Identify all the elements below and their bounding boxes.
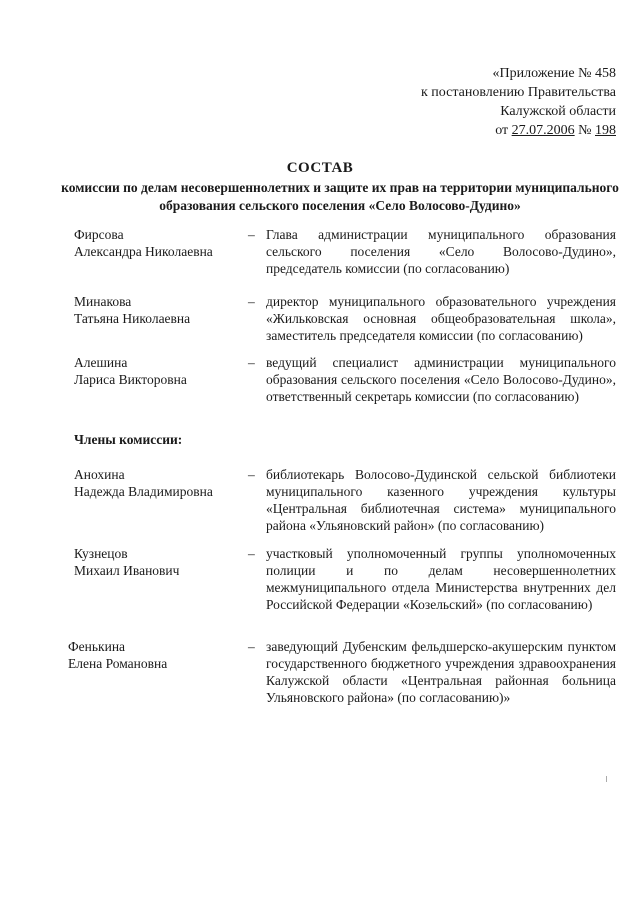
- dash-separator: –: [248, 546, 255, 561]
- dash-separator: –: [248, 227, 255, 242]
- dash-separator: –: [248, 294, 255, 309]
- dash-separator: –: [248, 639, 255, 654]
- member-name: [74, 226, 213, 260]
- member-role: участковый уполномоченный группы уполномоченных полиции и по делам несовершеннолетних межмуниципального отдела Министерства внутренних дел Российской Федерации «Козельский» (по согласованию): [266, 546, 616, 612]
- member-surname: Алешина: [74, 355, 128, 370]
- dash-separator: –: [248, 467, 255, 482]
- resolution-date-line: [421, 121, 616, 140]
- member-role: Глава администрации муниципального образования сельского поселения «Село Волосово-Дудино», председатель комиссии (по согласованию): [266, 227, 616, 276]
- member-name: [74, 466, 213, 500]
- member-surname: Анохина: [74, 467, 125, 482]
- member-role: библиотекарь Волосово-Дудинской сельской библиотеки муниципального казенного учреждения культуры «Центральная библиотечная система» муниципального района «Ульяновский район» (по согласованию): [266, 467, 616, 533]
- member-name: [74, 354, 187, 388]
- resolution-number: 198: [595, 123, 616, 138]
- member-name: [68, 638, 167, 672]
- member-given-names: Александра Николаевна: [74, 244, 213, 259]
- member-role: заведующий Дубенским фельдшерско-акушерским пунктом государственного бюджетного учреждения здравоохранения Калужской области «Центральная районная больница Ульяновского района» (по согласованию)»: [266, 639, 616, 705]
- member-given-names: Надежда Владимировна: [74, 484, 213, 499]
- member-surname: Кузнецов: [74, 546, 128, 561]
- member-name: [74, 293, 190, 327]
- appendix-header: [421, 64, 616, 140]
- member-given-names: Михаил Иванович: [74, 563, 180, 578]
- member-given-names: Лариса Викторовна: [74, 372, 187, 387]
- member-given-names: Елена Романовна: [68, 656, 168, 671]
- member-surname: Фирсова: [74, 227, 124, 242]
- members-section-heading: Члены комиссии:: [74, 432, 183, 447]
- document-subtitle: комиссии по делам несовершеннолетних и защите их прав на территории муниципального образования сельского поселения «Село Волосово-Дудино»: [61, 180, 619, 213]
- scan-mark: [606, 776, 607, 782]
- member-given-names: Татьяна Николаевна: [74, 311, 191, 326]
- document-title: СОСТАВ: [286, 160, 354, 176]
- resolution-date: 27.07.2006: [511, 123, 575, 138]
- member-role: ведущий специалист администрации муниципального образования сельского поселения «Село Волосово-Дудино», ответственный секретарь комиссии (по согласованию): [266, 355, 616, 404]
- region-name: Калужской области: [500, 104, 616, 119]
- number-prefix: №: [574, 123, 595, 138]
- member-surname: Фенькина: [68, 639, 126, 654]
- member-role: директор муниципального образовательного учреждения «Жильковская основная общеобразовательная школа», заместитель председателя комиссии (по согласованию): [266, 294, 616, 343]
- date-prefix: от: [495, 123, 512, 138]
- resolution-ref: к постановлению Правительства: [420, 85, 616, 100]
- member-surname: Минакова: [74, 294, 132, 309]
- dash-separator: –: [248, 355, 255, 370]
- appendix-number: «Приложение № 458: [492, 66, 616, 81]
- member-name: [74, 545, 179, 579]
